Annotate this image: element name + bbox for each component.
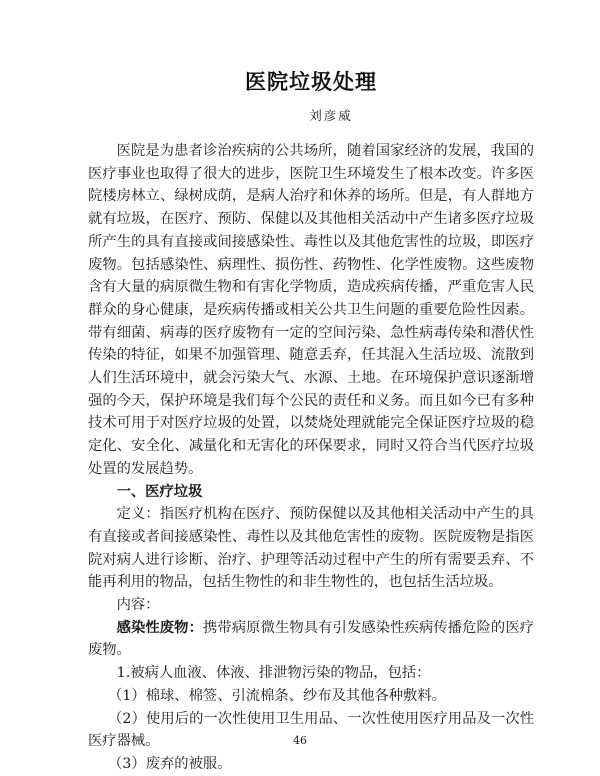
definition-paragraph: 定义：指医疗机构在医疗、预防保健以及其他相关活动中产生的具有直接或者间接感染性、毒性以及其他危害性的废物。医院废物是指医院对病人进行诊断、治疗、护理等活动过程中产生的所有需要丢弃、不能再利用的物品，包括生物性的和非生物性的，也包括生活垃圾。 — [88, 506, 534, 591]
list-intro: 1.被病人血液、体液、排泄物污染的物品，包括： — [116, 665, 431, 682]
page-title: 医院垃圾处理 — [245, 70, 377, 94]
list-item: （2）使用后的一次性使用卫生用品、一次性使用医疗用品及一次性医疗器械。 — [88, 710, 534, 750]
infectious-waste-label: 感染性废物： — [116, 619, 203, 636]
section-heading: 一、医疗垃圾 — [116, 483, 203, 500]
list-item: （3）废弃的被服。 — [108, 755, 232, 772]
content-label: 内容： — [116, 597, 160, 614]
author-name: 刘彦威 — [309, 108, 353, 123]
infectious-waste-paragraph — [88, 617, 534, 662]
infectious-waste-text: 携带病原微生物具有引发感染性疾病传播危险的医疗废物。 — [88, 619, 535, 659]
intro-paragraph: 医院是为患者诊治疾病的公共场所，随着国家经济的发展，我国的医疗事业也取得了很大的进步，医院卫生环境发生了根本改变。许多医院楼房林立、绿树成荫，是病人治疗和休养的场所。但是，有人群地方就有垃圾，在医疗、预防、保健以及其他相关活动中产生诸多医疗垃圾所产生的具有直接或间接感染性、毒性以及其他危害性的垃圾，即医疗废物。包括感染性、病理性、损伤性、药物性、化学性废物。这些废物含有大量的病原微生物和有害化学物质，造成疾病传播，严重危害人民群众的身心健康，是疾病传播或相关公共卫生问题的重要危险性因素。带有细菌、病毒的医疗废物有一定的空间污染、急性病毒传染和潜伏性传染的特征，如果不加强管理、随意丢弃，任其混入生活垃圾、流散到人们生活环境中，就会污染大气、水源、土地。在环境保护意识逐渐增强的今天，保护环境是我们每个公民的责任和义务。而且如今已有多种技术可用于对医疗垃圾的处置，以焚烧处理就能完全保证医疗垃圾的稳定化、安全化、减量化和无害化的环保要求，同时又符合当代医疗垃圾处置的发展趋势。 — [88, 143, 534, 477]
page-number: 46 — [293, 734, 307, 747]
list-item: （1）棉球、棉签、引流棉条、纱布及其他各种敷料。 — [108, 687, 446, 704]
